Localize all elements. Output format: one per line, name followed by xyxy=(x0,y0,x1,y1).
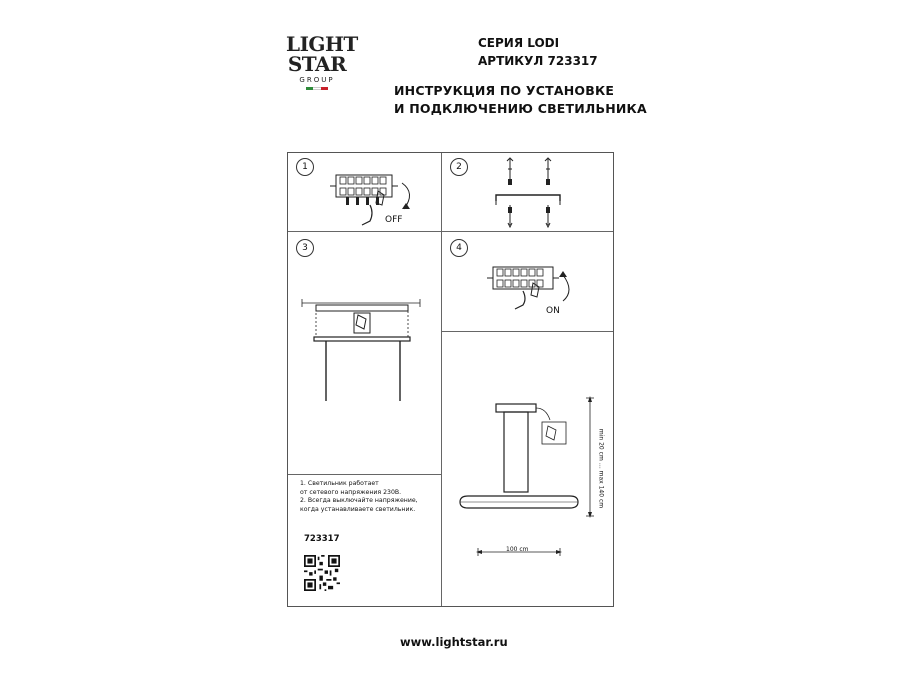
step-4-number: 4 xyxy=(450,239,468,257)
terminal-block-off-illustration xyxy=(326,161,426,227)
mounting-bracket-screws-illustration xyxy=(488,157,568,229)
step-3-number: 3 xyxy=(296,239,314,257)
step-1-number: 1 xyxy=(296,158,314,176)
divider xyxy=(288,231,613,232)
article-number: АРТИКУЛ 723317 xyxy=(478,54,598,68)
note-line: от сетевого напряжения 230В. xyxy=(300,488,402,496)
terminal-block-on-illustration xyxy=(483,257,583,325)
canopy-installation-illustration xyxy=(300,293,430,408)
logo-line-1: LIGHT xyxy=(286,32,358,56)
series-title: СЕРИЯ LODI xyxy=(478,36,560,50)
width-dimension-label: 100 cm xyxy=(506,546,529,553)
note-line: 1. Светильник работает xyxy=(300,480,379,487)
divider xyxy=(442,331,613,332)
divider xyxy=(441,153,442,606)
instruction-line-2: И ПОДКЛЮЧЕНИЮ СВЕТИЛЬНИКА xyxy=(394,101,647,116)
step-2-number: 2 xyxy=(450,158,468,176)
instruction-line-1: ИНСТРУКЦИЯ ПО УСТАНОВКЕ xyxy=(394,83,615,98)
height-dimension-label: min 20 cm … max 140 cm xyxy=(597,428,605,509)
divider xyxy=(288,474,441,475)
italian-flag-icon xyxy=(306,87,328,90)
website-link[interactable]: www.lightstar.ru xyxy=(400,635,508,649)
note-line: 2. Всегда выключайте напряжение, xyxy=(300,497,418,505)
step-1-label: OFF xyxy=(385,215,403,225)
step-4-label: ON xyxy=(546,306,560,316)
safety-notes xyxy=(300,480,440,514)
brand-logo xyxy=(286,32,358,106)
note-line: когда устанавливаете светильник. xyxy=(300,505,416,513)
instruction-title xyxy=(394,82,647,118)
sku-number: 723317 xyxy=(304,534,340,544)
logo-line-2: STAR xyxy=(287,52,347,76)
logo-line-3: GROUP xyxy=(299,76,335,84)
qr-code xyxy=(304,555,340,591)
fixture-dimension-drawing xyxy=(452,392,602,560)
